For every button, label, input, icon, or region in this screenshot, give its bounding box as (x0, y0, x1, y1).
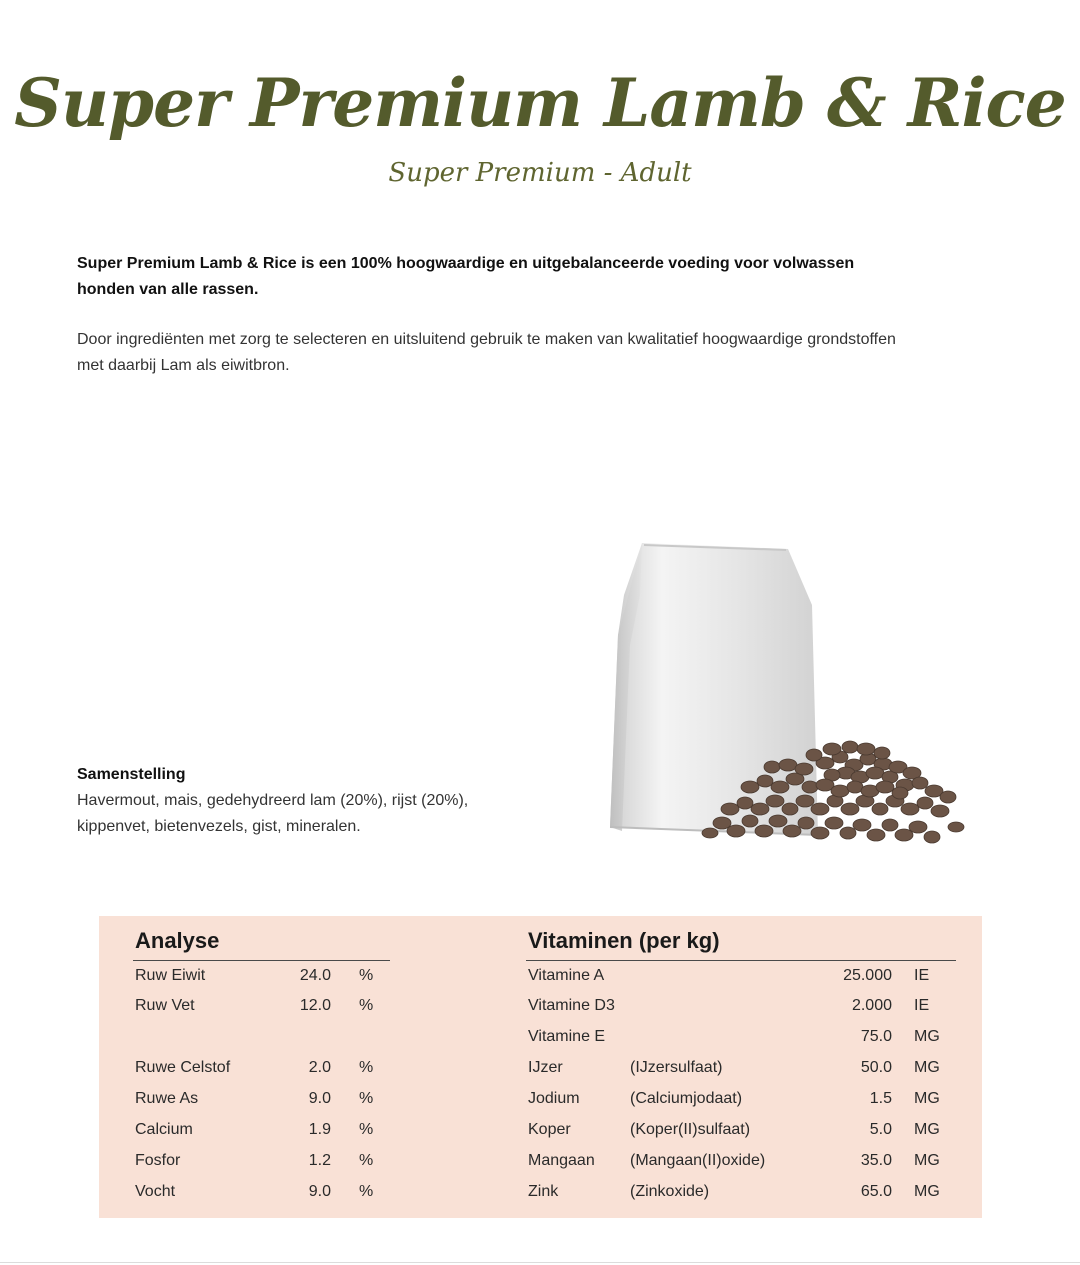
nutrient-name: Ruw Eiwit (135, 967, 206, 984)
nutrient-value: 2.0 (308, 1059, 331, 1076)
vitamin-name: Koper (528, 1121, 571, 1138)
composition-heading: Samenstelling (77, 766, 186, 783)
composition-text: Havermout, mais, gedehydreerd lam (20%), rijst (20%), kippenvet, bietenvezels, gist, mineralen. (77, 792, 469, 835)
vitamin-row (528, 1058, 958, 1078)
nutrient-name: Ruwe Celstof (135, 1059, 231, 1076)
nutrient-unit: % (359, 1121, 374, 1138)
nutrient-name: Ruw Vet (135, 997, 195, 1014)
nutrient-unit: % (359, 1183, 374, 1200)
vitamin-unit: IE (914, 997, 930, 1014)
vitamin-unit: MG (914, 1028, 940, 1045)
nutrient-value: 9.0 (308, 1090, 331, 1107)
vitamin-value: 1.5 (869, 1090, 892, 1107)
analysis-title: Analyse (135, 928, 220, 953)
nutrient-unit: % (359, 1059, 374, 1076)
vitamin-unit: MG (914, 1152, 940, 1169)
nutrient-value: 1.2 (308, 1152, 331, 1169)
nutrient-value: 1.9 (308, 1121, 331, 1138)
nutrient-name: Ruwe As (135, 1090, 199, 1107)
analysis-row (135, 1151, 385, 1171)
vitamin-row (528, 1089, 958, 1109)
page-title: Super Premium Lamb & Rice (14, 64, 1066, 142)
nutrient-unit: % (359, 1090, 374, 1107)
nutrient-value: 24.0 (299, 967, 331, 984)
vitamin-value: 35.0 (860, 1152, 892, 1169)
product-image (600, 535, 970, 880)
nutrition-panel (99, 916, 982, 1218)
vitamin-value: 65.0 (860, 1183, 892, 1200)
nutrient-unit: % (359, 967, 374, 984)
analysis-row (135, 1089, 385, 1109)
vitamin-source: (Mangaan(II)oxide) (630, 1152, 766, 1169)
vitamin-row (528, 1027, 958, 1047)
analysis-row (135, 1120, 385, 1140)
vitamin-name: IJzer (528, 1059, 563, 1076)
vitamin-value: 50.0 (860, 1059, 892, 1076)
vitamin-row (528, 1120, 958, 1140)
vitamin-name: Zink (528, 1183, 559, 1200)
vitamin-source: (IJzersulfaat) (630, 1059, 723, 1076)
vitamin-unit: MG (914, 1059, 940, 1076)
vitamin-value: 25.000 (843, 967, 892, 984)
nutrient-value: 12.0 (299, 997, 331, 1014)
page-bottom-border (0, 1262, 1080, 1263)
nutrient-value: 9.0 (308, 1183, 331, 1200)
vitamin-row (528, 1151, 958, 1171)
vitamin-name: Mangaan (528, 1152, 595, 1169)
page-subtitle: Super Premium - Adult (388, 158, 692, 188)
intro-paragraph: Door ingrediënten met zorg te selecteren en uitsluitend gebruik te maken van kwalitatief hoogwaardige grondstoffen met daarbij Lam als eiwitbron. (77, 331, 896, 374)
vitamins-divider (526, 960, 956, 961)
nutrient-unit: % (359, 997, 374, 1014)
vitamins-title: Vitaminen (per kg) (528, 928, 720, 953)
analysis-row (135, 996, 385, 1016)
vitamin-source: (Koper(II)sulfaat) (630, 1121, 751, 1138)
vitamin-source: (Zinkoxide) (630, 1183, 710, 1200)
nutrient-unit: % (359, 1152, 374, 1169)
analysis-row (135, 1058, 385, 1078)
vitamin-name: Vitamine A (528, 967, 605, 984)
vitamin-row (528, 1182, 958, 1202)
vitamin-value: 75.0 (860, 1028, 892, 1045)
intro-bold-paragraph: Super Premium Lamb & Rice is een 100% hoogwaardige en uitgebalanceerde voeding voor volwassen honden van alle rassen. (77, 255, 855, 298)
nutrient-name: Vocht (135, 1183, 176, 1200)
vitamin-value: 5.0 (869, 1121, 892, 1138)
vitamin-name: Jodium (528, 1090, 580, 1107)
nutrient-name: Calcium (135, 1121, 193, 1138)
vitamin-unit: IE (914, 967, 930, 984)
vitamin-source: (Calciumjodaat) (630, 1090, 743, 1107)
vitamin-name: Vitamine D3 (528, 997, 615, 1014)
vitamin-unit: MG (914, 1090, 940, 1107)
vitamin-name: Vitamine E (528, 1028, 606, 1045)
vitamin-row (528, 996, 958, 1016)
nutrient-name: Fosfor (135, 1152, 181, 1169)
vitamin-row (528, 966, 958, 986)
analysis-row (135, 1182, 385, 1202)
vitamin-unit: MG (914, 1183, 940, 1200)
analysis-row (135, 966, 385, 986)
analysis-divider (133, 960, 390, 961)
vitamin-unit: MG (914, 1121, 940, 1138)
vitamin-value: 2.000 (851, 997, 892, 1014)
